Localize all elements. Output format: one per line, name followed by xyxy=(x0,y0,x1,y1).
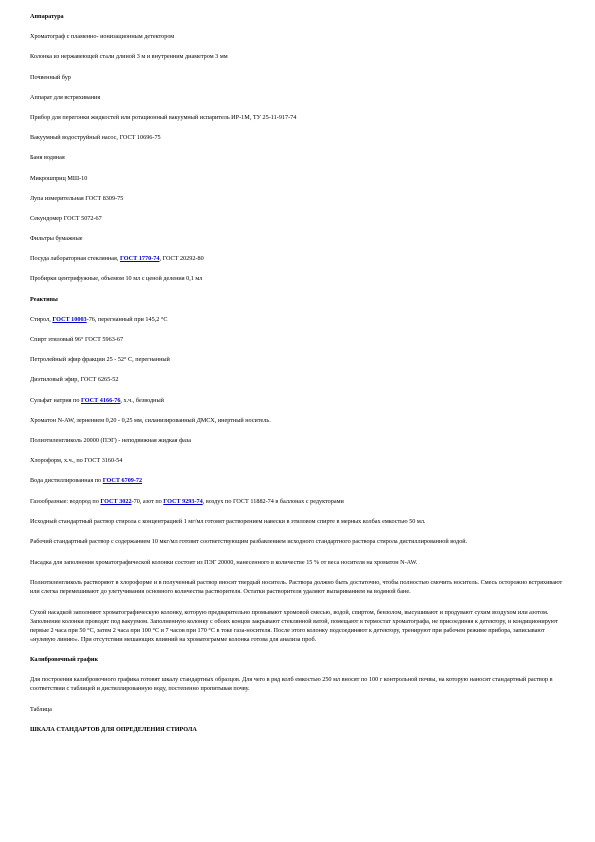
paragraph-text: -76, перегнанный при 145,2 °С xyxy=(86,315,168,323)
paragraph xyxy=(30,578,570,596)
paragraph-text: Калибровочный график xyxy=(30,656,99,664)
document-body xyxy=(30,12,570,745)
paragraph xyxy=(30,214,570,223)
paragraph xyxy=(30,194,570,203)
paragraph xyxy=(30,476,570,485)
paragraph-text: Пробирки центрифужные, объемом 10 мл с ценой деления 0,1 мл xyxy=(30,275,203,283)
paragraph xyxy=(30,416,570,425)
paragraph-text: Полиэтиленгликоль растворяют в хлороформе и в полученный раствор вносят твердый носитель. Раствора должно быть достаточно, чтобы полностью смочить носитель. Смесь осторожно встряхивают или слегка перемешивают до улетучивания основного количества растворителя. Остатки растворителя удаляют выпариванием на водяной бане. xyxy=(30,579,563,596)
paragraph-text: Колонка из нержавеющей стали длиной 3 м и внутренним диаметром 3 мм xyxy=(30,53,228,61)
paragraph xyxy=(30,274,570,283)
paragraph xyxy=(30,52,570,61)
section-heading xyxy=(30,295,570,304)
paragraph-text: Таблица xyxy=(30,705,52,713)
paragraph-text: Диэтиловый эфир, ГОСТ 6265-52 xyxy=(30,376,119,384)
paragraph-text: Стирол, xyxy=(30,315,53,323)
paragraph xyxy=(30,315,570,324)
paragraph-text: Сухой насадкой заполняют хроматографическую колонку, которую предварительно промывают хромовой смесью, водой, спиртом, бензолом, высушивают и продувают сухим воздухом или азотом. Заполнение колонки проводят под вакуумом. Заполненную колонку с обоих концов закрывают стеклянной ватой, помещают в термостат хроматографа, не присоединяя к детектору, и кондиционируют первые 2 часа при 50 °С, затем 2 часа при 100 °С и 7 часов при 170 °С в токе газа-носителя. После этого колонку подсоединяют к детектору, тренируют при рабочем режиме прибора, записывают «нулевую линию». При отсутствии мешающих влияний на хроматограмме колонка готова для анализа проб. xyxy=(30,608,559,643)
paragraph xyxy=(30,355,570,364)
paragraph xyxy=(30,537,570,546)
paragraph-text: Почвенный бур xyxy=(30,73,71,81)
paragraph xyxy=(30,113,570,122)
paragraph xyxy=(30,133,570,142)
paragraph xyxy=(30,705,570,714)
paragraph xyxy=(30,234,570,243)
section-heading xyxy=(30,12,570,21)
paragraph xyxy=(30,675,570,693)
standard-link[interactable]: ГОСТ 4166-76 xyxy=(80,396,121,404)
paragraph-text: Вода дистиллированная по xyxy=(30,477,103,485)
paragraph xyxy=(30,375,570,384)
paragraph-text: Рабочий стандартный раствор с содержанием 10 мкг/мл готовят соответствующим разбавлением исходного стандартного раствора стирола дистиллированной водой. xyxy=(30,538,468,546)
standard-link[interactable]: ГОСТ 6709-72 xyxy=(102,477,143,485)
standard-link[interactable]: ГОСТ 9293-74 xyxy=(163,497,203,505)
paragraph xyxy=(30,517,570,526)
paragraph-text: Прибор для перегонки жидкостей или ротационный вакуумный испаритель ИР-1М, ТУ 25-11-917-74 xyxy=(30,113,297,121)
paragraph-text: Реактивы xyxy=(30,295,58,303)
paragraph-text: Посуда лабораторная стеклянная, xyxy=(30,255,120,263)
paragraph xyxy=(30,254,570,263)
paragraph-text: Газообразные: водород по xyxy=(30,497,101,505)
paragraph-text: Спирт этиловый 96° ГОСТ 5963-67 xyxy=(30,336,124,343)
paragraph-text: Баня водяная xyxy=(30,154,65,162)
standard-link[interactable]: ГОСТ 1770-74 xyxy=(120,255,160,263)
paragraph xyxy=(30,335,570,344)
paragraph-text: , ГОСТ 20292-80 xyxy=(159,255,204,263)
paragraph-text: Насадка для заполнения хроматографической колонки состоит из ПЭГ 20000, нанесенного в количестве 15 % от веса носителя на хроматон N-AW. xyxy=(30,558,418,566)
section-heading xyxy=(30,655,570,664)
paragraph-text: Лупа измерительная ГОСТ 8309-75 xyxy=(30,194,124,202)
paragraph-text: Полиэтиленгликоль 20000 (ПЭГ) - неподвижная жидкая фаза xyxy=(30,436,192,444)
paragraph xyxy=(30,396,570,405)
paragraph-text: Микрошприц МШ-10 xyxy=(30,174,88,182)
paragraph-text: Исходный стандартный раствор стирола с концентрацией 1 мг/мл готовят растворением навески в этиловом спирте в мерных колбах емкостью 50 мл. xyxy=(30,517,426,525)
paragraph-text: Аппарат для встряхивания xyxy=(30,93,101,101)
paragraph-text: Петролейный эфир фракции 25 - 52° С, перегнанный xyxy=(30,356,170,364)
paragraph-text: Вакуумный водоструйный насос, ГОСТ 10696-75 xyxy=(30,134,161,142)
paragraph-text: , х.ч., безводный xyxy=(120,396,164,404)
paragraph xyxy=(30,497,570,506)
paragraph-text: Аппаратура xyxy=(30,13,64,20)
paragraph-text: Секундомер ГОСТ 5072-67 xyxy=(30,214,102,222)
paragraph-text: Фильтры бумажные xyxy=(30,235,83,243)
paragraph xyxy=(30,32,570,41)
standard-link[interactable]: ГОСТ 10003 xyxy=(52,315,87,323)
paragraph-text: , воздух по ГОСТ 11882-74 в баллонах с редукторами xyxy=(202,497,344,505)
paragraph-text: -70, азот по xyxy=(131,497,164,505)
paragraph-text: Сульфат натрия по xyxy=(30,396,81,404)
paragraph xyxy=(30,608,570,644)
section-heading xyxy=(30,725,570,734)
paragraph xyxy=(30,153,570,162)
paragraph xyxy=(30,174,570,183)
paragraph-text: Хлороформ, х.ч., по ГОСТ 3160-54 xyxy=(30,457,123,465)
paragraph xyxy=(30,436,570,445)
standard-link[interactable]: ГОСТ 3022 xyxy=(100,497,132,505)
paragraph xyxy=(30,456,570,465)
paragraph xyxy=(30,558,570,567)
paragraph xyxy=(30,73,570,82)
paragraph xyxy=(30,93,570,102)
paragraph-text: Хроматон N-AW, зернением 0,20 - 0,25 мм, силанизированный ДМСХ, инертный носитель. xyxy=(30,416,271,424)
paragraph-text: ШКАЛА СТАНДАРТОВ ДЛЯ ОПРЕДЕЛЕНИЯ СТИРОЛА xyxy=(30,726,197,734)
paragraph-text: Хроматограф с пламенно- ионизационным детектором xyxy=(30,33,175,41)
paragraph-text: Для построения калибровочного графика готовят шкалу стандартных образцов. Для чего в ряд колб емкостью 250 мл вносят по 100 г контрольной почвы, на которую наносят стандартный раствор в соответствии с таблицей и дистиллированную воду, постепенно пропитывая почву. xyxy=(30,676,553,693)
